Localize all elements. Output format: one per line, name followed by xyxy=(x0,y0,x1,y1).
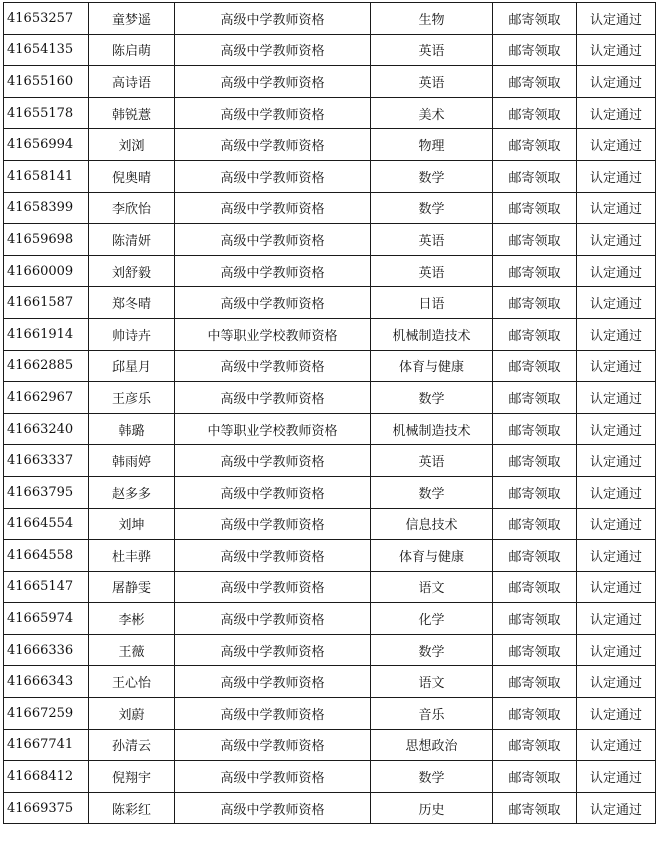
status-cell: 认定通过 xyxy=(577,192,656,224)
table-row xyxy=(4,66,656,98)
delivery-method-cell: 邮寄领取 xyxy=(493,3,577,35)
subject-cell: 化学 xyxy=(371,603,493,635)
delivery-method-cell: 邮寄领取 xyxy=(493,129,577,161)
subject-cell: 机械制造技术 xyxy=(371,413,493,445)
applicant-id-cell: 41667259 xyxy=(4,698,89,730)
delivery-method-cell: 邮寄领取 xyxy=(493,508,577,540)
applicant-id-cell: 41663240 xyxy=(4,413,89,445)
delivery-method-cell: 邮寄领取 xyxy=(493,603,577,635)
table-row xyxy=(4,698,656,730)
subject-cell: 机械制造技术 xyxy=(371,318,493,350)
table-row xyxy=(4,350,656,382)
applicant-name-cell: 童梦遥 xyxy=(89,3,175,35)
table-row xyxy=(4,571,656,603)
delivery-method-cell: 邮寄领取 xyxy=(493,698,577,730)
applicant-name-cell: 陈清妍 xyxy=(89,224,175,256)
qualification-type-cell: 高级中学教师资格 xyxy=(175,255,371,287)
applicant-name-cell: 陈启萌 xyxy=(89,34,175,66)
delivery-method-cell: 邮寄领取 xyxy=(493,287,577,319)
qualification-type-cell: 高级中学教师资格 xyxy=(175,97,371,129)
subject-cell: 体育与健康 xyxy=(371,350,493,382)
delivery-method-cell: 邮寄领取 xyxy=(493,792,577,824)
delivery-method-cell: 邮寄领取 xyxy=(493,413,577,445)
applicant-name-cell: 韩璐 xyxy=(89,413,175,445)
subject-cell: 数学 xyxy=(371,761,493,793)
delivery-method-cell: 邮寄领取 xyxy=(493,666,577,698)
applicant-name-cell: 刘坤 xyxy=(89,508,175,540)
delivery-method-cell: 邮寄领取 xyxy=(493,540,577,572)
subject-cell: 生物 xyxy=(371,3,493,35)
table-row xyxy=(4,34,656,66)
status-cell: 认定通过 xyxy=(577,413,656,445)
status-cell: 认定通过 xyxy=(577,476,656,508)
qualification-type-cell: 高级中学教师资格 xyxy=(175,129,371,161)
applicant-id-cell: 41664554 xyxy=(4,508,89,540)
table-row xyxy=(4,729,656,761)
applicant-name-cell: 刘蔚 xyxy=(89,698,175,730)
applicant-id-cell: 41655178 xyxy=(4,97,89,129)
qualification-type-cell: 高级中学教师资格 xyxy=(175,192,371,224)
applicant-name-cell: 倪翔宇 xyxy=(89,761,175,793)
subject-cell: 英语 xyxy=(371,445,493,477)
qualification-type-cell: 高级中学教师资格 xyxy=(175,792,371,824)
applicant-name-cell: 倪奥晴 xyxy=(89,160,175,192)
status-cell: 认定通过 xyxy=(577,66,656,98)
status-cell: 认定通过 xyxy=(577,571,656,603)
table-row xyxy=(4,255,656,287)
status-cell: 认定通过 xyxy=(577,160,656,192)
applicant-name-cell: 刘舒毅 xyxy=(89,255,175,287)
status-cell: 认定通过 xyxy=(577,666,656,698)
applicant-name-cell: 韩锐薏 xyxy=(89,97,175,129)
status-cell: 认定通过 xyxy=(577,445,656,477)
status-cell: 认定通过 xyxy=(577,97,656,129)
status-cell: 认定通过 xyxy=(577,224,656,256)
qualification-type-cell: 高级中学教师资格 xyxy=(175,160,371,192)
qualification-type-cell: 高级中学教师资格 xyxy=(175,224,371,256)
subject-cell: 信息技术 xyxy=(371,508,493,540)
applicant-id-cell: 41653257 xyxy=(4,3,89,35)
table-row xyxy=(4,3,656,35)
applicant-id-cell: 41661587 xyxy=(4,287,89,319)
table-row xyxy=(4,540,656,572)
applicant-name-cell: 孙清云 xyxy=(89,729,175,761)
applicant-id-cell: 41663337 xyxy=(4,445,89,477)
status-cell: 认定通过 xyxy=(577,634,656,666)
qualification-type-cell: 高级中学教师资格 xyxy=(175,603,371,635)
subject-cell: 语文 xyxy=(371,571,493,603)
status-cell: 认定通过 xyxy=(577,287,656,319)
qualification-type-cell: 高级中学教师资格 xyxy=(175,634,371,666)
subject-cell: 数学 xyxy=(371,476,493,508)
subject-cell: 英语 xyxy=(371,34,493,66)
status-cell: 认定通过 xyxy=(577,350,656,382)
subject-cell: 音乐 xyxy=(371,698,493,730)
delivery-method-cell: 邮寄领取 xyxy=(493,97,577,129)
status-cell: 认定通过 xyxy=(577,382,656,414)
applicant-id-cell: 41658399 xyxy=(4,192,89,224)
applicant-id-cell: 41658141 xyxy=(4,160,89,192)
status-cell: 认定通过 xyxy=(577,129,656,161)
subject-cell: 数学 xyxy=(371,634,493,666)
applicant-name-cell: 王彦乐 xyxy=(89,382,175,414)
applicant-id-cell: 41656994 xyxy=(4,129,89,161)
delivery-method-cell: 邮寄领取 xyxy=(493,445,577,477)
applicant-name-cell: 王薇 xyxy=(89,634,175,666)
applicant-id-cell: 41662885 xyxy=(4,350,89,382)
qualification-type-cell: 高级中学教师资格 xyxy=(175,34,371,66)
table-row xyxy=(4,666,656,698)
applicant-name-cell: 郑冬晴 xyxy=(89,287,175,319)
subject-cell: 物理 xyxy=(371,129,493,161)
applicant-id-cell: 41664558 xyxy=(4,540,89,572)
table-row xyxy=(4,634,656,666)
subject-cell: 英语 xyxy=(371,255,493,287)
qualification-type-cell: 高级中学教师资格 xyxy=(175,445,371,477)
qualification-type-cell: 高级中学教师资格 xyxy=(175,698,371,730)
subject-cell: 美术 xyxy=(371,97,493,129)
delivery-method-cell: 邮寄领取 xyxy=(493,729,577,761)
delivery-method-cell: 邮寄领取 xyxy=(493,192,577,224)
table-row xyxy=(4,792,656,824)
applicant-name-cell: 赵多多 xyxy=(89,476,175,508)
status-cell: 认定通过 xyxy=(577,792,656,824)
subject-cell: 日语 xyxy=(371,287,493,319)
table-row xyxy=(4,224,656,256)
status-cell: 认定通过 xyxy=(577,729,656,761)
status-cell: 认定通过 xyxy=(577,761,656,793)
applicant-id-cell: 41665147 xyxy=(4,571,89,603)
table-row xyxy=(4,508,656,540)
applicant-id-cell: 41666343 xyxy=(4,666,89,698)
qualification-type-cell: 中等职业学校教师资格 xyxy=(175,318,371,350)
applicant-id-cell: 41668412 xyxy=(4,761,89,793)
delivery-method-cell: 邮寄领取 xyxy=(493,382,577,414)
applicant-name-cell: 刘浏 xyxy=(89,129,175,161)
qualification-type-cell: 高级中学教师资格 xyxy=(175,287,371,319)
subject-cell: 体育与健康 xyxy=(371,540,493,572)
table-row xyxy=(4,160,656,192)
applicant-id-cell: 41661914 xyxy=(4,318,89,350)
applicant-id-cell: 41660009 xyxy=(4,255,89,287)
status-cell: 认定通过 xyxy=(577,508,656,540)
subject-cell: 数学 xyxy=(371,160,493,192)
results-table xyxy=(3,2,656,824)
delivery-method-cell: 邮寄领取 xyxy=(493,476,577,508)
table-row xyxy=(4,445,656,477)
delivery-method-cell: 邮寄领取 xyxy=(493,66,577,98)
subject-cell: 数学 xyxy=(371,192,493,224)
applicant-name-cell: 邱星月 xyxy=(89,350,175,382)
applicant-name-cell: 帅诗卉 xyxy=(89,318,175,350)
applicant-id-cell: 41655160 xyxy=(4,66,89,98)
table-row xyxy=(4,287,656,319)
applicant-name-cell: 屠静雯 xyxy=(89,571,175,603)
table-row xyxy=(4,761,656,793)
applicant-id-cell: 41666336 xyxy=(4,634,89,666)
qualification-type-cell: 高级中学教师资格 xyxy=(175,729,371,761)
qualification-type-cell: 高级中学教师资格 xyxy=(175,382,371,414)
applicant-id-cell: 41665974 xyxy=(4,603,89,635)
delivery-method-cell: 邮寄领取 xyxy=(493,160,577,192)
delivery-method-cell: 邮寄领取 xyxy=(493,224,577,256)
status-cell: 认定通过 xyxy=(577,698,656,730)
applicant-id-cell: 41662967 xyxy=(4,382,89,414)
applicant-name-cell: 李彬 xyxy=(89,603,175,635)
table-row xyxy=(4,97,656,129)
qualification-type-cell: 高级中学教师资格 xyxy=(175,571,371,603)
applicant-id-cell: 41659698 xyxy=(4,224,89,256)
applicant-id-cell: 41654135 xyxy=(4,34,89,66)
subject-cell: 历史 xyxy=(371,792,493,824)
subject-cell: 思想政治 xyxy=(371,729,493,761)
subject-cell: 英语 xyxy=(371,224,493,256)
qualification-type-cell: 高级中学教师资格 xyxy=(175,508,371,540)
delivery-method-cell: 邮寄领取 xyxy=(493,634,577,666)
delivery-method-cell: 邮寄领取 xyxy=(493,350,577,382)
qualification-type-cell: 高级中学教师资格 xyxy=(175,350,371,382)
qualification-type-cell: 高级中学教师资格 xyxy=(175,66,371,98)
delivery-method-cell: 邮寄领取 xyxy=(493,318,577,350)
status-cell: 认定通过 xyxy=(577,318,656,350)
delivery-method-cell: 邮寄领取 xyxy=(493,34,577,66)
applicant-name-cell: 韩雨婷 xyxy=(89,445,175,477)
table-row xyxy=(4,318,656,350)
table-body xyxy=(4,3,656,824)
delivery-method-cell: 邮寄领取 xyxy=(493,571,577,603)
applicant-name-cell: 杜丰骅 xyxy=(89,540,175,572)
applicant-name-cell: 李欣怡 xyxy=(89,192,175,224)
applicant-id-cell: 41669375 xyxy=(4,792,89,824)
qualification-type-cell: 中等职业学校教师资格 xyxy=(175,413,371,445)
applicant-name-cell: 王心怡 xyxy=(89,666,175,698)
qualification-type-cell: 高级中学教师资格 xyxy=(175,666,371,698)
status-cell: 认定通过 xyxy=(577,3,656,35)
delivery-method-cell: 邮寄领取 xyxy=(493,761,577,793)
table-row xyxy=(4,129,656,161)
subject-cell: 语文 xyxy=(371,666,493,698)
qualification-type-cell: 高级中学教师资格 xyxy=(175,761,371,793)
applicant-name-cell: 高诗语 xyxy=(89,66,175,98)
applicant-id-cell: 41663795 xyxy=(4,476,89,508)
table-row xyxy=(4,476,656,508)
subject-cell: 英语 xyxy=(371,66,493,98)
table-row xyxy=(4,382,656,414)
status-cell: 认定通过 xyxy=(577,34,656,66)
table-row xyxy=(4,603,656,635)
qualification-type-cell: 高级中学教师资格 xyxy=(175,3,371,35)
subject-cell: 数学 xyxy=(371,382,493,414)
applicant-name-cell: 陈彩红 xyxy=(89,792,175,824)
applicant-id-cell: 41667741 xyxy=(4,729,89,761)
status-cell: 认定通过 xyxy=(577,540,656,572)
qualification-type-cell: 高级中学教师资格 xyxy=(175,476,371,508)
table-row xyxy=(4,413,656,445)
qualification-type-cell: 高级中学教师资格 xyxy=(175,540,371,572)
delivery-method-cell: 邮寄领取 xyxy=(493,255,577,287)
table-row xyxy=(4,192,656,224)
status-cell: 认定通过 xyxy=(577,603,656,635)
status-cell: 认定通过 xyxy=(577,255,656,287)
